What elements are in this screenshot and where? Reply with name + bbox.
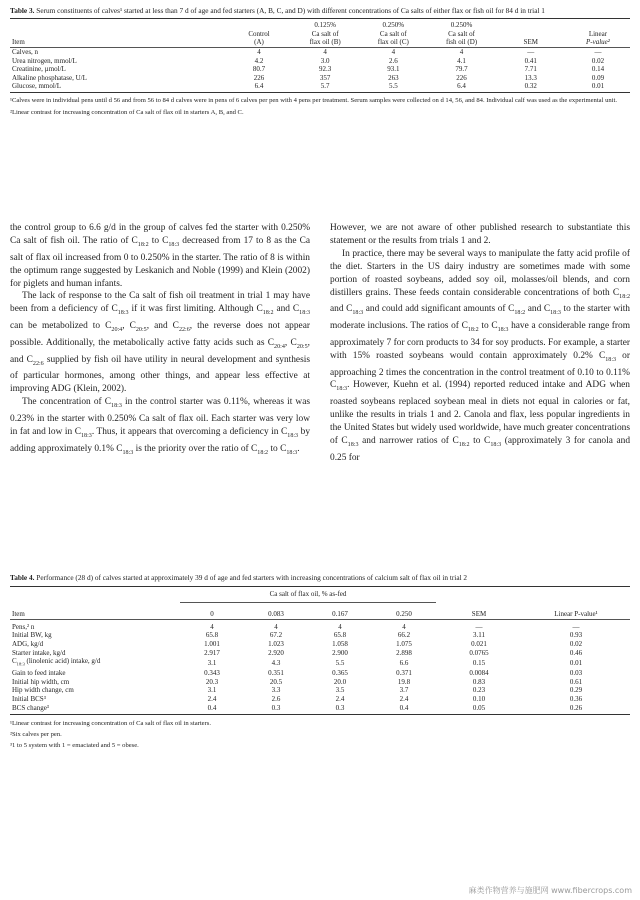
table-cell: 2.6	[271, 694, 281, 703]
table-cell: 0.3	[335, 703, 345, 712]
table-row	[10, 686, 630, 695]
row-label: Starter intake, kg/d	[12, 648, 66, 657]
row-label: Calves, n	[12, 47, 39, 56]
table-cell: 3.1	[207, 658, 217, 667]
table-row	[10, 649, 630, 658]
table-cell: 20.5	[269, 677, 283, 686]
table-cell: 93.1	[387, 65, 400, 74]
table-cell: 1.001	[204, 639, 220, 648]
row-label: Alkaline phosphatase, U/L	[12, 73, 87, 82]
table-cell: 2.920	[268, 648, 284, 657]
table-row	[10, 74, 630, 83]
table4-caption-label: Table 4.	[10, 573, 35, 582]
table-cell: 66.2	[397, 631, 411, 640]
table-cell: 4	[257, 47, 261, 56]
table-cell: 2.4	[335, 694, 345, 703]
table4-header-level: 0.167	[332, 610, 348, 619]
table-cell: 0.01	[591, 82, 605, 91]
row-label: Pens,² n	[12, 622, 35, 631]
table4-footnote: ³1 to 5 system with 1 = emaciated and 5 = obese.	[10, 742, 139, 750]
table-cell: 1.023	[268, 639, 284, 648]
table-cell: 0.3	[271, 703, 281, 712]
table-cell: —	[527, 47, 535, 56]
table-cell: 2.4	[399, 694, 409, 703]
table-cell: 6.4	[457, 82, 466, 91]
paragraph: The lack of response to the Ca salt of fish oil treatment in trial 1 may have been from a deficiency of $C_{18:3}$ if it was first limiting. Although $C_{18:2}$ and $C_{18:3}$ can be metabolized to $C_{20:4}$, $C_{20:5}$, and $C_{22:6}$, the reverse does not appear possible. Additionally, the metabolically active fatty acids such as $C_{20:4}$, $C_{20:5}$, and $C_{22:6}$ supplied by fish oil have utility in neural development and synthesis of particular hormones, among other things, and appear less effective at improving ADG (Klein, 2002).	[10, 291, 310, 395]
table4-header-item: Item	[12, 610, 25, 619]
table-cell: 0.02	[569, 639, 583, 648]
table-cell: 79.7	[455, 65, 468, 74]
table4-header-level: 0.250	[396, 610, 412, 619]
table-cell: 19.8	[397, 677, 411, 686]
table-cell: 65.8	[333, 631, 347, 640]
table-cell: 5.5	[335, 658, 345, 667]
table-cell: 4	[210, 622, 214, 631]
table-cell: 2.898	[396, 648, 412, 657]
table-cell: 0.03	[569, 669, 583, 678]
table-cell: 0.23	[472, 686, 486, 695]
table-row	[10, 669, 630, 678]
table-cell: 226	[456, 73, 467, 82]
table-cell: 226	[253, 73, 265, 82]
table-cell: 0.41	[524, 56, 537, 65]
table4	[10, 590, 630, 712]
row-label: $C_{18:3}$ (linolenic acid) intake, g/d	[12, 657, 101, 667]
table-row	[10, 57, 630, 66]
table-cell: 3.7	[399, 686, 409, 695]
table-cell: 80.7	[252, 65, 266, 74]
table-row	[10, 657, 630, 669]
table4-footnote: ²Six calves per pen.	[10, 731, 62, 739]
row-label: ADG, kg/d	[12, 639, 44, 648]
table-cell: 0.83	[472, 677, 486, 686]
table-cell: 0.36	[569, 694, 583, 703]
table-cell: 4.1	[457, 56, 466, 65]
table-row	[10, 695, 630, 704]
left-column	[10, 222, 310, 465]
table-cell: —	[475, 622, 483, 631]
table-cell: 0.0765	[469, 648, 489, 657]
table4-header-p: Linear P-value¹	[554, 610, 598, 619]
table4-caption-text: Performance (28 d) of calves started at approximately 39 d of age and fed starters with increasing concentrations of calcium salt of flax oil in trial 2	[36, 573, 468, 582]
row-label: Initial hip width, cm	[12, 677, 70, 686]
table-row	[10, 623, 630, 632]
table-cell: 5.5	[388, 82, 398, 91]
table3-footnote: ¹Calves were in individual pens until d 56 and from 56 to 84 d calves were in pens of 6 calves per pen with 4 pens per treatment. Serum samples were collected on d 14, 56, and 84. Individual calf was used as the experimental unit.	[10, 96, 617, 104]
table-cell: 5.7	[320, 82, 330, 91]
table3-block	[10, 6, 630, 117]
table-cell: 4.3	[271, 658, 281, 667]
table-cell: 0.93	[569, 631, 583, 640]
table-cell: 4	[459, 47, 464, 56]
table-row	[10, 704, 630, 713]
table4-caption	[10, 573, 630, 582]
table-cell: 20.3	[205, 677, 219, 686]
table-cell: 0.15	[472, 658, 486, 667]
table-row	[10, 82, 630, 91]
paragraph: the control group to 6.6 g/d in the group of calves fed the starter with 0.250% Ca salt of fish oil. The ratio of $C_{18:2}$ to $C_{18:3}$ decreased from 17 to 8 as the Ca salt of flax oil increased from 0 to 0.250% in the starter. The ratio of 8 is within the optimum range suggested by Leskanich and Noble (1999) and Klein (2002) for piglets and human infants.	[10, 223, 310, 289]
table-cell: 4	[274, 622, 278, 631]
table3-caption-label: Table 3.	[10, 6, 35, 15]
table-cell: 0.61	[569, 677, 583, 686]
table4-header-level: 0.083	[268, 610, 284, 619]
table-cell: 263	[388, 73, 399, 82]
row-label: Gain to feed intake	[12, 669, 66, 678]
table-cell: 1.075	[396, 639, 412, 648]
table-cell: 0.0084	[469, 669, 489, 678]
table-cell: 13.3	[524, 73, 537, 82]
table-cell: 4	[391, 47, 396, 56]
table4-header-level: 0	[210, 610, 214, 619]
table4-block	[10, 573, 630, 752]
table3-header-item: Item	[12, 38, 25, 47]
table-cell: 0.10	[472, 694, 486, 703]
table-cell: 3.3	[271, 686, 281, 695]
table3-header-a: Control (A)	[248, 29, 270, 47]
table-cell: 4	[323, 47, 327, 56]
table-cell: 4.2	[254, 56, 264, 65]
table-cell: 2.900	[332, 648, 348, 657]
table-cell: 3.11	[473, 631, 485, 640]
table-cell: 2.917	[204, 648, 220, 657]
table-cell: 0.32	[524, 82, 537, 91]
table3-header-d: 0.250% Ca salt of fish oil (D)	[445, 21, 478, 47]
table-cell: 0.4	[399, 703, 409, 712]
table-cell: 0.4	[207, 703, 217, 712]
table4-group-header: Ca salt of flax oil, % as-fed	[269, 590, 347, 599]
table3-footnote: ²Linear contrast for increasing concentration of Ca salt of flax oil in starters A, B, and C.	[10, 108, 244, 116]
table3-caption	[10, 6, 630, 15]
body-text	[10, 222, 630, 465]
table-cell: 0.14	[591, 65, 605, 74]
table-cell: 0.021	[471, 639, 487, 648]
table-cell: 7.71	[524, 65, 537, 74]
table-cell: 0.02	[591, 56, 605, 65]
table-cell: 0.09	[591, 73, 605, 82]
table3-caption-text: Serum constituents of calves¹ started at less than 7 d of age and fed starters (A, B, C, and D) with different concentrations of Ca salts of either flax or fish oil for 84 d in trial 1	[36, 6, 545, 15]
table-cell: —	[594, 47, 602, 56]
table-cell: 357	[319, 73, 331, 82]
table-row	[10, 640, 630, 649]
table-row	[10, 678, 630, 687]
table3-header-c: 0.250% Ca salt of flax oil (C)	[377, 21, 409, 47]
table-row	[10, 65, 630, 74]
table-cell: 92.3	[319, 65, 332, 74]
paragraph: However, we are not aware of other published research to substantiate this statement or the results from trials 1 and 2.	[330, 223, 630, 246]
table-cell: 0.351	[268, 669, 284, 678]
table-cell: 2.4	[207, 694, 217, 703]
table4-header-sem: SEM	[471, 610, 487, 619]
table-cell: 0.26	[569, 703, 583, 712]
row-label: Initial BCS³	[12, 694, 46, 703]
table-cell: 0.29	[569, 686, 583, 695]
table-cell: 6.4	[254, 82, 264, 91]
table-cell: 6.6	[399, 658, 409, 667]
table3-header-sem: SEM	[523, 38, 538, 47]
row-label: BCS change³	[12, 703, 49, 712]
table-cell: 2.6	[388, 56, 398, 65]
row-label: Glucose, mmol/L	[12, 82, 61, 91]
row-label: Creatinine, µmol/L	[12, 65, 66, 74]
table-row	[10, 631, 630, 640]
paragraph: The concentration of $C_{18:3}$ in the control starter was 0.11%, whereas it was 0.23% in the starter with 0.250% Ca salt of flax oil. Each starter was very low in fat and low in $C_{18:3}$. Thus, it appears that overcoming a deficiency in $C_{18:3}$ by adding approximately 0.1% $C_{18:3}$ is the priority over the ratio of $C_{18:2}$ to $C_{18:3}$.	[10, 397, 311, 456]
watermark: 麻类作物营养与施肥网 www.fibercrops.com	[468, 886, 632, 895]
row-label: Initial BW, kg	[12, 631, 52, 640]
table-cell: 20.0	[333, 677, 347, 686]
table-cell: 3.0	[320, 56, 330, 65]
table-cell: 0.05	[472, 703, 486, 712]
table-cell: 0.343	[204, 669, 220, 678]
table4-footnote: ¹Linear contrast for increasing concentration of Ca salt of flax oil in starters.	[10, 720, 211, 728]
table-cell: 0.371	[396, 669, 412, 678]
table-cell: 4	[402, 622, 406, 631]
row-label: Hip width change, cm	[12, 686, 74, 695]
table-cell: 0.46	[569, 648, 583, 657]
table-cell: 1.058	[332, 639, 348, 648]
table3-header-p: Linear P-value²	[586, 29, 610, 47]
table3-header-b: 0.125% Ca salt of flax oil (B)	[309, 21, 341, 47]
paragraph: In practice, there may be several ways to manipulate the fatty acid profile of the diet. Starters in the US dairy industry are sometimes made with some portion of roasted soybeans, added soy oil, molasses/oil blends, and corn distillers grains. These feeds contain considerable concentrations of both $C_{18:2}$ and $C_{18:3}$ and could add significant amounts of $C_{18:2}$ and $C_{18:3}$ to the starter with moderate inclusions. The ratios of $C_{18:2}$ to $C_{18:3}$ have a considerable range from approximately 7 for corn products to 34 for soy products. For example, a starter with 15% roasted soybeans would contain approximately 0.2% $C_{18:3}$ or approaching 2 times the concentration in the control treatment of 0.10 to 0.11% $C_{18:3}$. However, Kuehn et al. (1994) reported reduced intake and ADG when roasted soybeans replaced soybean meal in diets not equal in calories or fat, unlike the results in trials 1 and 2. Canola and flax, less popular ingredients in the United States but widely used worldwide, have much greater concentrations of $C_{18:3}$ and narrower ratios of $C_{18:2}$ to $C_{18:3}$ (approximately 3 for canola and 0.25 for	[330, 248, 631, 463]
table-row	[10, 47, 630, 56]
table-cell: 3.1	[207, 686, 217, 695]
table-cell: 65.8	[205, 631, 219, 640]
table-cell: 0.01	[569, 658, 583, 667]
table3	[10, 21, 630, 91]
row-label: Urea nitrogen, mmol/L	[12, 56, 77, 65]
right-column	[330, 222, 630, 465]
table-cell: 0.365	[332, 669, 348, 678]
table-cell: 67.2	[269, 631, 283, 640]
table-cell: 4	[338, 622, 342, 631]
table-cell: 3.5	[335, 686, 345, 695]
table-cell: —	[572, 622, 580, 631]
